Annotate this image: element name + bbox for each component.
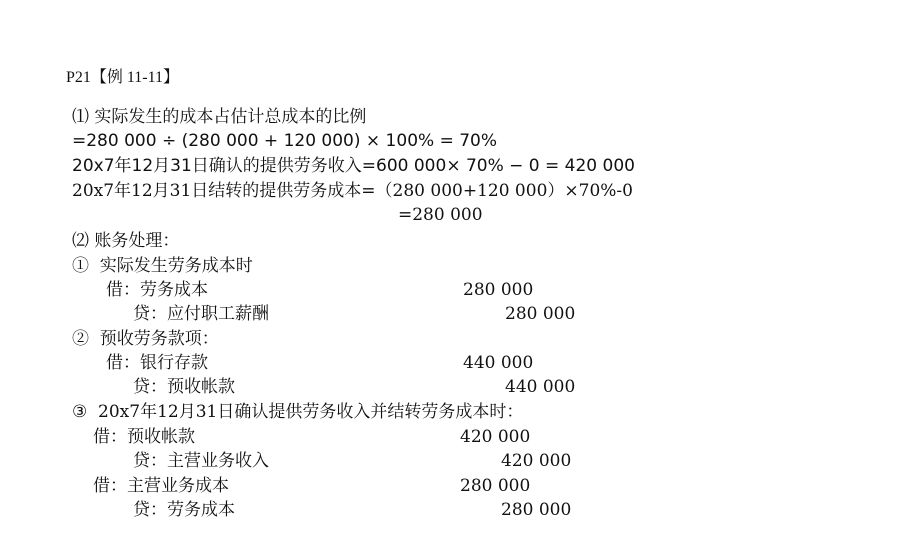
step3-entry1-credit-label: 贷：主营业务收入 [133,451,269,471]
step2-debit-label: 借：银行存款 [106,353,208,373]
step3-entry2-credit-label: 贷：劳务成本 [133,500,235,520]
step2-credit-amount: 440 000 [505,377,576,397]
step2-credit-label: 贷：预收帐款 [133,377,235,397]
step1-credit-label: 贷：应付职工薪酬 [133,304,269,324]
calc-heading: ⑴ 实际发生的成本占估计总成本的比例 [72,107,367,127]
accounting-heading: ⑵ 账务处理： [72,231,180,251]
ratio-formula: =280 000 ÷ (280 000 + 120 000) × 100% = 70% [72,131,497,151]
cost-result: =280 000 [398,205,483,225]
example-reference: P21【例 11-11】 [66,69,180,86]
step1-debit-amount: 280 000 [463,280,534,300]
step2-title: ② 预收劳务款项： [72,329,219,349]
step3-entry2-credit-amount: 280 000 [501,500,572,520]
step3-entry1-debit-amount: 420 000 [460,427,531,447]
step3-title: ③ 20x7年12月31日确认提供劳务收入并结转劳务成本时： [72,402,524,422]
step3-entry1-credit-amount: 420 000 [501,451,572,471]
step1-debit-label: 借：劳务成本 [106,280,208,300]
step1-title: ① 实际发生劳务成本时 [72,256,253,276]
step3-entry2-debit-amount: 280 000 [460,476,531,496]
step2-debit-amount: 440 000 [463,353,534,373]
revenue-line: 20x7年12月31日确认的提供劳务收入=600 000× 70% − 0 = 420 000 [72,156,635,176]
step3-entry2-debit-label: 借：主营业务成本 [93,476,229,496]
cost-line: 20x7年12月31日结转的提供劳务成本=（280 000+120 000）×70%-0 [72,181,633,201]
step1-credit-amount: 280 000 [505,304,576,324]
step3-entry1-debit-label: 借：预收帐款 [93,427,195,447]
